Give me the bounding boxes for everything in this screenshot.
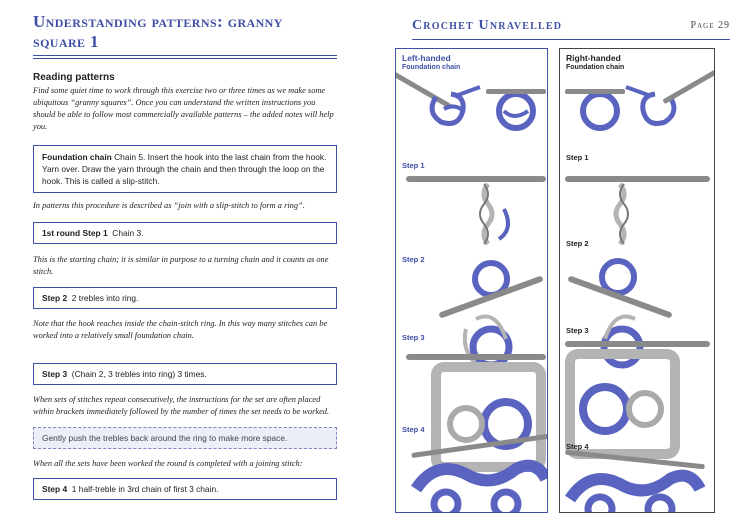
step-label: Step 4 (402, 425, 425, 434)
intro-text: Find some quiet time to work through this exercise two or three times as we make some ubiquitous “granny squares”. Once you can understand the written instructions you should be able to follow most commercially available patterns – the added notes will help you. (33, 86, 334, 131)
step4-illustration (565, 450, 705, 513)
round1-step1-box (33, 222, 337, 244)
step-label: Step 1 (402, 161, 425, 170)
box-title: Foundation chain (42, 152, 112, 162)
page-heading: Understanding patterns: granny square 1 (33, 12, 337, 56)
foundation-chain-box (33, 145, 337, 193)
step2-box (33, 287, 337, 309)
note-text: This is the starting chain; it is similar in purpose to a turning chain and it counts as one stitch. (33, 255, 329, 276)
box-text: Chain 3. (112, 228, 144, 238)
tip-text: Gently push the trebles back around the ring to make more space. (42, 433, 288, 443)
box-title: Step 2 (42, 293, 68, 303)
note-text: In patterns this procedure is described as “join with a slip-stitch to form a ring”. (33, 201, 305, 210)
step3-illustration (406, 354, 546, 467)
note-text: When all the sets have been worked the round is completed with a joining stitch: (33, 459, 303, 468)
step-label: Step 2 (402, 255, 425, 264)
step-label: Step 4 (566, 442, 589, 451)
panel-title-text: Right-handed (566, 53, 621, 63)
box-text: (Chain 2, 3 trebles into ring) 3 times. (71, 369, 207, 379)
step-label: Step 2 (566, 239, 589, 248)
panel-subtitle: Foundation chain (566, 64, 625, 71)
section-heading: Reading patterns (33, 72, 115, 83)
left-page (0, 0, 365, 525)
step1-illustration (565, 176, 710, 293)
box-title: 1st round Step 1 (42, 228, 108, 238)
step1-illustration (406, 176, 546, 295)
step2-illustration (438, 275, 543, 365)
foundation-chain-illustration (565, 65, 715, 128)
note-text: Note that the hook reaches inside the chain-stitch ring. In this way many stitches can be worked into a relatively small foundation chain. (33, 319, 328, 340)
box-text: 2 trebles into ring. (71, 293, 139, 303)
right-page (390, 0, 750, 525)
running-header (412, 16, 730, 40)
panel-title-text: Left-handed (402, 53, 451, 63)
right-handed-panel (559, 48, 715, 513)
step4-box (33, 478, 337, 500)
box-text: Chain 5. Insert the hook into the last chain from the hook. Yarn over. Draw the yarn through the chain and then through the loop on the hook. This is called a slip-stitch. (42, 152, 327, 186)
panel-subtitle: Foundation chain (402, 64, 461, 71)
foundation-chain-illustration (396, 70, 546, 128)
series-title: Crochet Unravelled (412, 18, 563, 33)
box-text: 1 half-treble in 3rd chain of first 3 chain. (71, 484, 219, 494)
step-label: Step 1 (566, 153, 589, 162)
step3-box (33, 363, 337, 385)
box-title: Step 3 (42, 369, 68, 379)
step3-illustration (565, 341, 710, 454)
box-title: Step 4 (42, 484, 68, 494)
tip-box (33, 427, 337, 449)
note-text: When sets of stitches repeat consecutively, the instructions for the set are often placed within brackets immediately followed by the number of times the set needs to be worked. (33, 395, 330, 416)
left-handed-illustrations (396, 49, 548, 513)
step-label: Step 3 (566, 326, 589, 335)
page-number: Page 29 (690, 20, 730, 31)
left-handed-panel (395, 48, 548, 513)
step-label: Step 3 (402, 333, 425, 342)
